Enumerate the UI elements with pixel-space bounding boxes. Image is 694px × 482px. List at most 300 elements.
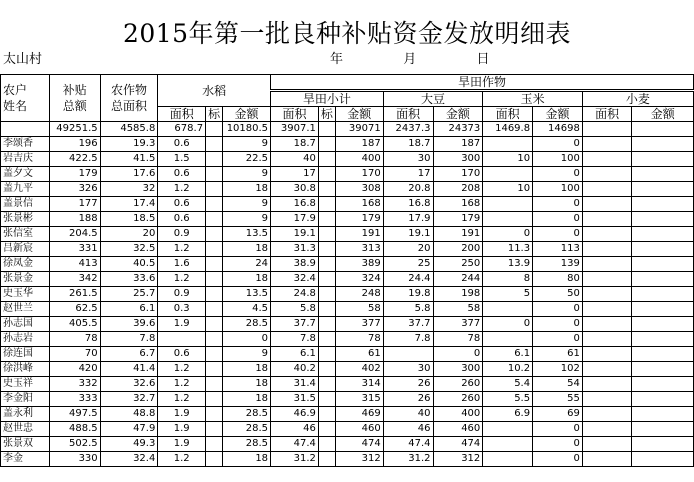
table-row [1, 137, 694, 152]
soybean-amount: 312 [433, 452, 483, 467]
dryland-area: 16.8 [271, 197, 319, 212]
soybean-amount: 400 [433, 407, 483, 422]
wheat-area [582, 407, 632, 422]
rice-amount: 28.5 [223, 317, 271, 332]
header-soybean-amount: 金额 [433, 107, 483, 122]
table-row [1, 197, 694, 212]
totals-cell: 3907.1 [271, 122, 319, 137]
subsidy-total: 497.5 [49, 407, 100, 422]
dryland-area: 31.5 [271, 392, 319, 407]
dryland-amount: 402 [335, 362, 383, 377]
dryland-area: 40.2 [271, 362, 319, 377]
crop-total-area: 32 [100, 182, 158, 197]
rice-amount: 18 [223, 362, 271, 377]
corn-amount: 0 [533, 137, 583, 152]
wheat-area [582, 362, 632, 377]
dryland-area: 24.8 [271, 287, 319, 302]
soybean-area: 37.7 [383, 317, 433, 332]
dryland-amount: 400 [335, 152, 383, 167]
wheat-amount [632, 422, 694, 437]
farmer-name: 徐洪峰 [1, 362, 50, 377]
crop-total-area: 25.7 [100, 287, 158, 302]
totals-cell: 24373 [433, 122, 483, 137]
corn-amount: 0 [533, 317, 583, 332]
dryland-standard [318, 452, 335, 467]
farmer-name: 李颂香 [1, 137, 50, 152]
dryland-standard [318, 347, 335, 362]
rice-area: 1.2 [158, 452, 206, 467]
wheat-area [582, 287, 632, 302]
dryland-area: 31.3 [271, 242, 319, 257]
wheat-amount [632, 137, 694, 152]
header-dryland: 旱田作物 [271, 75, 694, 91]
corn-amount: 0 [533, 452, 583, 467]
crop-total-area: 39.6 [100, 317, 158, 332]
date-label: 年 月 日 [330, 52, 490, 67]
dryland-area: 37.7 [271, 317, 319, 332]
table-row [1, 272, 694, 287]
crop-total-area: 32.4 [100, 452, 158, 467]
totals-cell: 678.7 [158, 122, 206, 137]
dryland-area: 31.4 [271, 377, 319, 392]
header-wheat-amount: 金额 [632, 107, 694, 122]
subsidy-total: 261.5 [49, 287, 100, 302]
rice-area: 1.2 [158, 362, 206, 377]
farmer-name: 赵世忠 [1, 422, 50, 437]
soybean-area: 26 [383, 377, 433, 392]
farmer-name: 盖永利 [1, 407, 50, 422]
header-corn: 玉米 [483, 91, 583, 107]
dryland-standard [318, 437, 335, 452]
dryland-area: 46 [271, 422, 319, 437]
header-rice-amount: 金额 [223, 107, 271, 122]
soybean-area: 30 [383, 362, 433, 377]
header-crop-total-area: 农作物 总面积 [100, 75, 158, 122]
soybean-amount: 260 [433, 392, 483, 407]
header-dryland-standard: 标 [318, 107, 335, 122]
crop-total-area: 7.8 [100, 332, 158, 347]
corn-amount: 0 [533, 197, 583, 212]
corn-area [483, 212, 533, 227]
soybean-amount: 170 [433, 167, 483, 182]
rice-standard [206, 362, 223, 377]
subsidy-total: 405.5 [49, 317, 100, 332]
rice-standard [206, 317, 223, 332]
table-row [1, 392, 694, 407]
table-row [1, 152, 694, 167]
table-row [1, 212, 694, 227]
rice-standard [206, 452, 223, 467]
corn-amount: 55 [533, 392, 583, 407]
wheat-area [582, 317, 632, 332]
crop-total-area: 40.5 [100, 257, 158, 272]
soybean-area: 26 [383, 392, 433, 407]
crop-total-area: 32.6 [100, 377, 158, 392]
wheat-area [582, 437, 632, 452]
totals-cell [1, 122, 50, 137]
table-row [1, 347, 694, 362]
wheat-area [582, 152, 632, 167]
dryland-area: 47.4 [271, 437, 319, 452]
rice-standard [206, 377, 223, 392]
dryland-amount: 78 [335, 332, 383, 347]
wheat-amount [632, 437, 694, 452]
table-row [1, 437, 694, 452]
rice-amount: 9 [223, 212, 271, 227]
subsidy-total: 333 [49, 392, 100, 407]
rice-area: 0.3 [158, 302, 206, 317]
corn-amount: 54 [533, 377, 583, 392]
soybean-amount: 300 [433, 152, 483, 167]
soybean-area: 17.9 [383, 212, 433, 227]
subsidy-total: 331 [49, 242, 100, 257]
totals-cell: 1469.8 [483, 122, 533, 137]
rice-standard [206, 407, 223, 422]
rice-area: 1.9 [158, 317, 206, 332]
farmer-name: 张景双 [1, 437, 50, 452]
crop-total-area: 18.5 [100, 212, 158, 227]
corn-area: 13.9 [483, 257, 533, 272]
crop-total-area: 33.6 [100, 272, 158, 287]
wheat-amount [632, 227, 694, 242]
dryland-standard [318, 227, 335, 242]
wheat-amount [632, 212, 694, 227]
wheat-amount [632, 197, 694, 212]
corn-amount: 0 [533, 227, 583, 242]
dryland-amount: 58 [335, 302, 383, 317]
dryland-standard [318, 152, 335, 167]
farmer-name: 徐凤金 [1, 257, 50, 272]
rice-area: 1.2 [158, 392, 206, 407]
corn-amount: 80 [533, 272, 583, 287]
crop-total-area: 41.4 [100, 362, 158, 377]
crop-total-area: 41.5 [100, 152, 158, 167]
soybean-amount: 58 [433, 302, 483, 317]
rice-area: 1.5 [158, 152, 206, 167]
corn-area [483, 137, 533, 152]
soybean-area [383, 347, 433, 362]
rice-amount: 9 [223, 347, 271, 362]
dryland-amount: 179 [335, 212, 383, 227]
rice-area: 0.6 [158, 167, 206, 182]
dryland-area: 18.7 [271, 137, 319, 152]
corn-amount: 0 [533, 302, 583, 317]
wheat-area [582, 242, 632, 257]
header-rice-area: 面积 [158, 107, 206, 122]
soybean-amount: 460 [433, 422, 483, 437]
subsidy-table [0, 74, 694, 467]
header-wheat-area: 面积 [582, 107, 632, 122]
corn-area: 5 [483, 287, 533, 302]
dryland-standard [318, 182, 335, 197]
dryland-amount: 315 [335, 392, 383, 407]
dryland-amount: 308 [335, 182, 383, 197]
farmer-name: 张景彬 [1, 212, 50, 227]
wheat-area [582, 227, 632, 242]
totals-cell [206, 122, 223, 137]
rice-standard [206, 392, 223, 407]
crop-total-area: 6.7 [100, 347, 158, 362]
corn-amount: 100 [533, 182, 583, 197]
rice-area: 1.9 [158, 437, 206, 452]
wheat-area [582, 392, 632, 407]
totals-cell: 2437.3 [383, 122, 433, 137]
wheat-amount [632, 152, 694, 167]
dryland-amount: 469 [335, 407, 383, 422]
wheat-area [582, 167, 632, 182]
soybean-amount: 0 [433, 347, 483, 362]
rice-standard [206, 287, 223, 302]
dryland-standard [318, 242, 335, 257]
farmer-name: 张景金 [1, 272, 50, 287]
wheat-area [582, 332, 632, 347]
rice-area: 0.9 [158, 227, 206, 242]
soybean-area: 17 [383, 167, 433, 182]
soybean-area: 30 [383, 152, 433, 167]
rice-amount: 13.5 [223, 227, 271, 242]
dryland-area: 17.9 [271, 212, 319, 227]
wheat-amount [632, 377, 694, 392]
table-row [1, 302, 694, 317]
corn-amount: 0 [533, 212, 583, 227]
subsidy-total: 70 [49, 347, 100, 362]
dryland-standard [318, 332, 335, 347]
dryland-amount: 191 [335, 227, 383, 242]
table-row [1, 452, 694, 467]
soybean-area: 20.8 [383, 182, 433, 197]
wheat-area [582, 212, 632, 227]
farmer-name: 盖夕文 [1, 167, 50, 182]
corn-area: 10 [483, 152, 533, 167]
rice-area: 0.6 [158, 212, 206, 227]
header-soybean-area: 面积 [383, 107, 433, 122]
farmer-name: 孙志岩 [1, 332, 50, 347]
subsidy-total: 78 [49, 332, 100, 347]
dryland-amount: 312 [335, 452, 383, 467]
wheat-area [582, 302, 632, 317]
dryland-area: 7.8 [271, 332, 319, 347]
totals-cell: 49251.5 [49, 122, 100, 137]
wheat-area [582, 452, 632, 467]
header-soybean: 大豆 [383, 91, 483, 107]
totals-row [1, 122, 694, 137]
header-corn-amount: 金额 [533, 107, 583, 122]
crop-total-area: 49.3 [100, 437, 158, 452]
wheat-area [582, 422, 632, 437]
soybean-amount: 474 [433, 437, 483, 452]
totals-cell [632, 122, 694, 137]
corn-amount: 0 [533, 437, 583, 452]
soybean-amount: 260 [433, 377, 483, 392]
corn-area [483, 422, 533, 437]
rice-standard [206, 182, 223, 197]
dryland-amount: 168 [335, 197, 383, 212]
soybean-amount: 191 [433, 227, 483, 242]
crop-total-area: 17.4 [100, 197, 158, 212]
soybean-amount: 187 [433, 137, 483, 152]
wheat-area [582, 197, 632, 212]
corn-area [483, 452, 533, 467]
dryland-amount: 61 [335, 347, 383, 362]
crop-total-area: 47.9 [100, 422, 158, 437]
rice-standard [206, 422, 223, 437]
header-dryland-subtotal: 旱田小计 [271, 91, 384, 107]
subsidy-total: 422.5 [49, 152, 100, 167]
dryland-standard [318, 167, 335, 182]
wheat-amount [632, 332, 694, 347]
table-row [1, 287, 694, 302]
table-row [1, 182, 694, 197]
rice-standard [206, 242, 223, 257]
rice-amount: 28.5 [223, 422, 271, 437]
rice-area: 0.9 [158, 287, 206, 302]
soybean-amount: 198 [433, 287, 483, 302]
wheat-area [582, 137, 632, 152]
corn-amount: 100 [533, 152, 583, 167]
corn-area: 5.5 [483, 392, 533, 407]
dryland-standard [318, 257, 335, 272]
corn-area [483, 197, 533, 212]
farmer-name: 史玉祥 [1, 377, 50, 392]
soybean-amount: 208 [433, 182, 483, 197]
table-row [1, 257, 694, 272]
dryland-amount: 314 [335, 377, 383, 392]
corn-amount: 61 [533, 347, 583, 362]
header-farmer-name: 农户 姓名 [1, 75, 50, 122]
wheat-amount [632, 257, 694, 272]
wheat-amount [632, 452, 694, 467]
table-row [1, 362, 694, 377]
dryland-area: 31.2 [271, 452, 319, 467]
rice-standard [206, 152, 223, 167]
soybean-area: 19.1 [383, 227, 433, 242]
dryland-amount: 313 [335, 242, 383, 257]
dryland-standard [318, 212, 335, 227]
corn-amount: 102 [533, 362, 583, 377]
dryland-area: 6.1 [271, 347, 319, 362]
dryland-standard [318, 407, 335, 422]
rice-amount: 18 [223, 392, 271, 407]
soybean-area: 18.7 [383, 137, 433, 152]
farmer-name: 赵世兰 [1, 302, 50, 317]
corn-area: 6.9 [483, 407, 533, 422]
corn-amount: 0 [533, 332, 583, 347]
farmer-name: 盖景信 [1, 197, 50, 212]
subsidy-total: 204.5 [49, 227, 100, 242]
soybean-amount: 168 [433, 197, 483, 212]
rice-area: 0.6 [158, 137, 206, 152]
rice-area: 1.2 [158, 182, 206, 197]
totals-cell [318, 122, 335, 137]
dryland-standard [318, 317, 335, 332]
subsidy-total: 330 [49, 452, 100, 467]
farmer-name: 吕新宸 [1, 242, 50, 257]
table-row [1, 317, 694, 332]
rice-area [158, 332, 206, 347]
dryland-area: 5.8 [271, 302, 319, 317]
header-rice-standard: 标 [206, 107, 223, 122]
dryland-amount: 474 [335, 437, 383, 452]
soybean-area: 5.8 [383, 302, 433, 317]
farmer-name: 孙志国 [1, 317, 50, 332]
soybean-area: 40 [383, 407, 433, 422]
rice-amount: 24 [223, 257, 271, 272]
wheat-area [582, 347, 632, 362]
rice-area: 1.2 [158, 377, 206, 392]
corn-area: 11.3 [483, 242, 533, 257]
corn-amount: 69 [533, 407, 583, 422]
rice-area: 1.2 [158, 272, 206, 287]
wheat-area [582, 377, 632, 392]
corn-area [483, 302, 533, 317]
corn-area: 10 [483, 182, 533, 197]
rice-area: 0.6 [158, 347, 206, 362]
rice-standard [206, 257, 223, 272]
dryland-area: 32.4 [271, 272, 319, 287]
soybean-area: 46 [383, 422, 433, 437]
table-row [1, 167, 694, 182]
subsidy-total: 488.5 [49, 422, 100, 437]
totals-cell: 10180.5 [223, 122, 271, 137]
soybean-amount: 179 [433, 212, 483, 227]
farmer-name: 李金 [1, 452, 50, 467]
header-dryland-amount: 金额 [335, 107, 383, 122]
soybean-area: 7.8 [383, 332, 433, 347]
dryland-amount: 187 [335, 137, 383, 152]
corn-amount: 0 [533, 422, 583, 437]
rice-amount: 18 [223, 272, 271, 287]
rice-standard [206, 332, 223, 347]
soybean-area: 31.2 [383, 452, 433, 467]
dryland-standard [318, 302, 335, 317]
dryland-amount: 248 [335, 287, 383, 302]
rice-standard [206, 227, 223, 242]
corn-area: 0 [483, 317, 533, 332]
rice-area: 1.9 [158, 407, 206, 422]
farmer-name: 李金阳 [1, 392, 50, 407]
totals-cell: 39071 [335, 122, 383, 137]
dryland-standard [318, 272, 335, 287]
header-dryland-area: 面积 [271, 107, 319, 122]
rice-standard [206, 167, 223, 182]
corn-amount: 113 [533, 242, 583, 257]
soybean-area: 24.4 [383, 272, 433, 287]
page-title: 2015年第一批良种补贴资金发放明细表 [122, 19, 572, 48]
header-rice: 水稻 [158, 75, 271, 107]
soybean-area: 19.8 [383, 287, 433, 302]
soybean-amount: 78 [433, 332, 483, 347]
wheat-area [582, 257, 632, 272]
corn-amount: 139 [533, 257, 583, 272]
corn-area [483, 332, 533, 347]
wheat-amount [632, 167, 694, 182]
subsidy-total: 196 [49, 137, 100, 152]
soybean-area: 16.8 [383, 197, 433, 212]
corn-amount: 50 [533, 287, 583, 302]
corn-area [483, 167, 533, 182]
dryland-area: 19.1 [271, 227, 319, 242]
wheat-amount [632, 182, 694, 197]
farmer-name: 盖九平 [1, 182, 50, 197]
dryland-amount: 460 [335, 422, 383, 437]
corn-area: 8 [483, 272, 533, 287]
dryland-area: 46.9 [271, 407, 319, 422]
soybean-area: 25 [383, 257, 433, 272]
subsidy-total: 502.5 [49, 437, 100, 452]
wheat-amount [632, 272, 694, 287]
soybean-area: 20 [383, 242, 433, 257]
rice-area: 0.6 [158, 197, 206, 212]
